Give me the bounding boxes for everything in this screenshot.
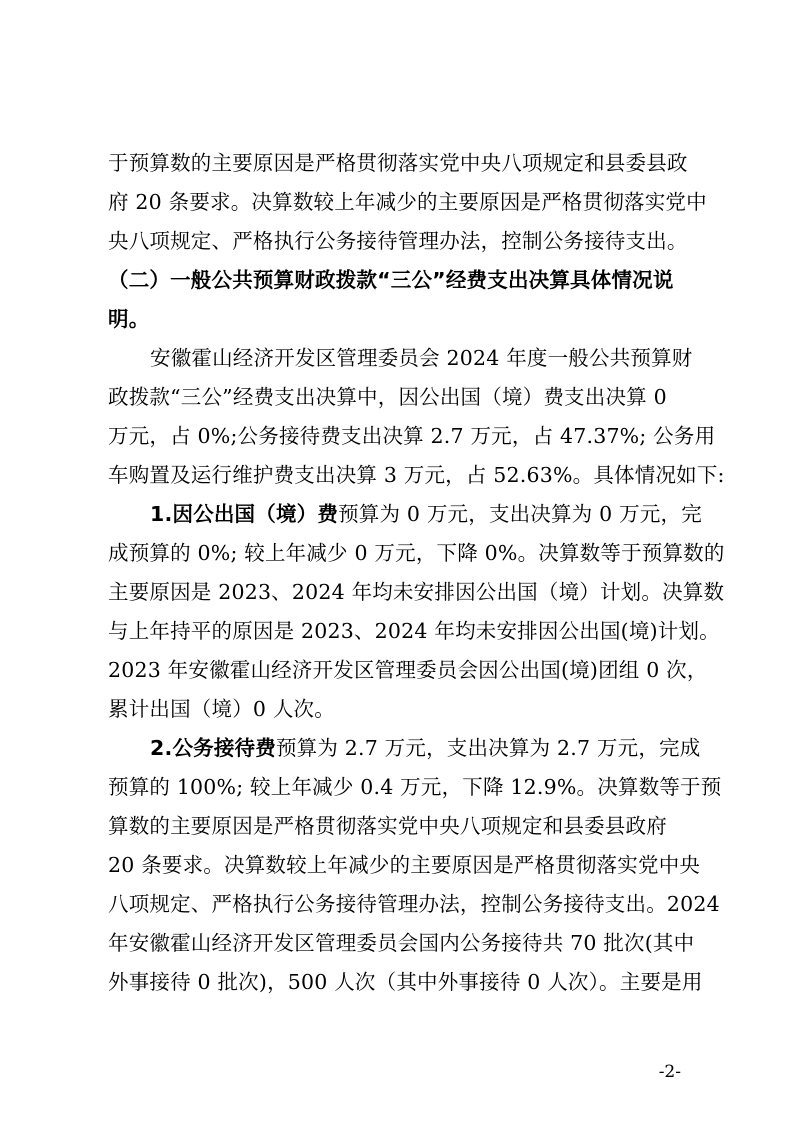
paragraph-line: 与上年持平的原因是 2023、2024 年均未安排因公出国(境)计划。 [108,619,720,643]
paragraph-line: 八项规定、严格执行公务接待管理办法，控制公务接待支出。2024 [108,892,720,916]
paragraph-line: 预算的 100%; 较上年减少 0.4 万元，下降 12.9%。决算数等于预 [108,775,722,799]
paragraph-line: 累计出国（境）0 人次。 [108,697,335,721]
paragraph-line: 于预算数的主要原因是严格贯彻落实党中央八项规定和县委县政 [108,151,688,175]
subheading-official-reception: 2.公务接待费 [150,736,276,760]
paragraph-line: 2023 年安徽霍山经济开发区管理委员会因公出国(境)团组 0 次， [108,658,708,682]
paragraph-line: 车购置及运行维护费支出决算 3 万元，占 52.63%。具体情况如下: [108,463,725,487]
paragraph-line: 万元，占 0%;公务接待费支出决算 2.7 万元，占 47.37%; 公务用 [108,424,716,448]
section-heading-continued: 明。 [108,307,150,331]
paragraph-line [150,499,702,529]
paragraph-line: 央八项规定、严格执行公务接待管理办法，控制公务接待支出。 [108,229,688,253]
subheading-outbound-travel: 1.因公出国（境）费 [150,502,339,526]
section-heading: （二）一般公共预算财政拨款“三公”经费支出决算具体情况说 [108,268,674,292]
paragraph-line: 成预算的 0%; 较上年减少 0 万元，下降 0%。决算数等于预算数的 [108,541,725,565]
paragraph-line [150,733,700,763]
page-number: -2- [658,1062,681,1082]
paragraph-line: 外事接待 0 批次)，500 人次（其中外事接待 0 人次）。主要是用 [108,970,703,994]
paragraph-line: 安徽霍山经济开发区管理委员会 2024 年度一般公共预算财 [150,346,693,370]
paragraph-text: 预算为 2.7 万元，支出决算为 2.7 万元，完成 [275,736,701,760]
paragraph-line: 20 条要求。决算数较上年减少的主要原因是严格贯彻落实党中央 [108,853,701,877]
paragraph-line: 主要原因是 2023、2024 年均未安排因公出国（境）计划。决算数 [108,580,725,604]
paragraph-line: 年安徽霍山经济开发区管理委员会国内公务接待共 70 批次(其中 [108,931,695,955]
paragraph-line: 政拨款“三公”经费支出决算中，因公出国（境）费支出决算 0 [108,385,667,409]
paragraph-line: 算数的主要原因是严格贯彻落实党中央八项规定和县委县政府 [108,814,667,838]
paragraph-line: 府 20 条要求。决算数较上年减少的主要原因是严格贯彻落实党中 [108,190,707,214]
paragraph-text: 预算为 0 万元，支出决算为 0 万元，完 [338,502,702,526]
